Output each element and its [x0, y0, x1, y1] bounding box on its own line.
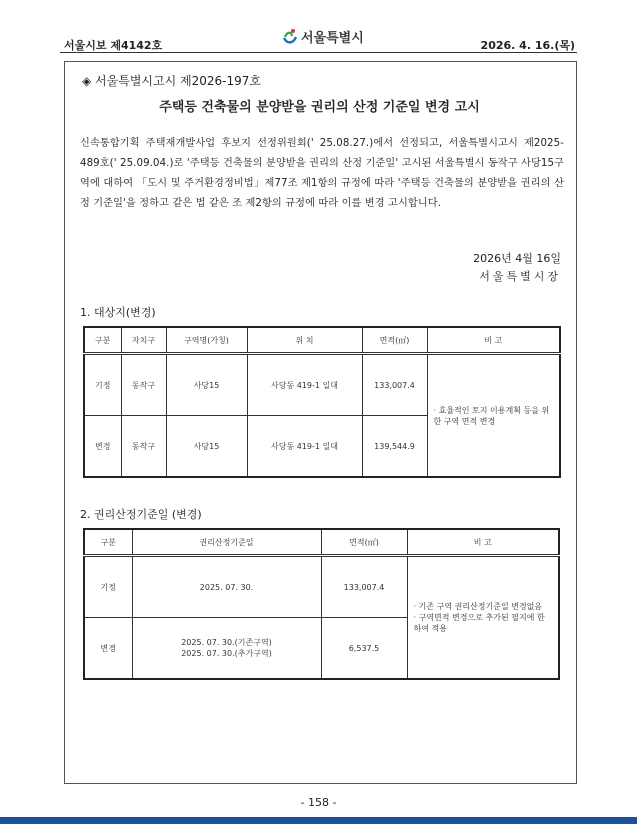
- section1-heading: 1. 대상지(변경): [80, 306, 156, 319]
- table-cell: [132, 618, 321, 680]
- table-cell: 기정: [84, 556, 132, 618]
- rights-date-line: 2025. 07. 30.: [199, 582, 254, 592]
- table-cell: 기정: [84, 354, 121, 416]
- notice-signer: 서울특별시장: [479, 270, 561, 283]
- rights-date-line: 2025. 07. 30.(추가구역): [181, 649, 272, 658]
- remarks-cell: · 기존 구역 권리산정기준일 변경없음 · 구역면적 변경으로 추가된 필지에 한하여 적용: [407, 556, 559, 680]
- remarks-cell: · 효율적인 토지 이용계획 등을 위한 구역 면적 변경: [427, 354, 560, 478]
- table-header: 위 치: [247, 327, 362, 354]
- table-cell: [132, 556, 321, 618]
- publication-issue: 서울시보 제4142호: [64, 39, 163, 52]
- bottom-bar: [0, 817, 637, 824]
- target-area-table: [83, 326, 561, 478]
- table-header: 권리산정기준일: [132, 529, 321, 556]
- table-header: 자치구: [121, 327, 166, 354]
- table-cell: 133,007.4: [362, 354, 427, 416]
- logo-text: 서울특별시: [301, 31, 364, 46]
- page-number: - 158 -: [300, 796, 337, 809]
- table-header: 구분: [84, 529, 132, 556]
- notice-date: 2026년 4월 16일: [473, 252, 561, 265]
- table-cell: 사당15: [166, 354, 247, 416]
- table-cell: 139,544.9: [362, 416, 427, 478]
- notice-body: 신속통합기획 주택재개발사업 후보지 선정위원회(' 25.08.27.)에서 선정되고, 서울특별시고시 제2025-489호(' 25.09.04.)로 '주택등 건축물의 분양받을 권리의 산정 기준일' 고시된 서울특별시 동작구 사당15구역에 대하여 「도시 및 주거환경정비법」제77조 제1항의 규정에 따라 '주택등 건축물의 분양받을 권리의 산정 기준일'을 정하고 같은 법 같은 조 제2항의 규정에 따라 이를 변경 고시합니다.: [80, 138, 564, 209]
- rights-date-line: 2025. 07. 30.(기존구역): [181, 638, 272, 647]
- table-cell: 사당동 419-1 일대: [247, 354, 362, 416]
- table-cell: 변경: [84, 618, 132, 680]
- seoul-logo: [282, 27, 364, 46]
- table-row: [84, 354, 560, 416]
- table-cell: 변경: [84, 416, 121, 478]
- page-title: 주택등 건축물의 분양받을 권리의 산정 기준일 변경 고시: [159, 100, 480, 115]
- section2-heading: 2. 권리산정기준일 (변경): [80, 508, 202, 521]
- table-cell: 사당15: [166, 416, 247, 478]
- table-cell: 동작구: [121, 354, 166, 416]
- header-rule: [60, 52, 577, 53]
- table-header: 면적(㎡): [362, 327, 427, 354]
- table-cell: 133,007.4: [321, 556, 407, 618]
- table-cell: 사당동 419-1 일대: [247, 416, 362, 478]
- publication-date: 2026. 4. 16.(목): [480, 39, 575, 52]
- table-header: 비 고: [407, 529, 559, 556]
- notice-number: ◈ 서울특별시고시 제2026-197호: [82, 74, 261, 88]
- table-cell: 6,537.5: [321, 618, 407, 680]
- table-header: 면적(㎡): [321, 529, 407, 556]
- rights-date-table: [83, 528, 560, 680]
- table-cell: 동작구: [121, 416, 166, 478]
- table-header: 구역명(가칭): [166, 327, 247, 354]
- table-header: 비 고: [427, 327, 560, 354]
- table-header: 구분: [84, 327, 121, 354]
- seoul-logo-icon: [282, 28, 298, 46]
- table-row: [84, 556, 559, 618]
